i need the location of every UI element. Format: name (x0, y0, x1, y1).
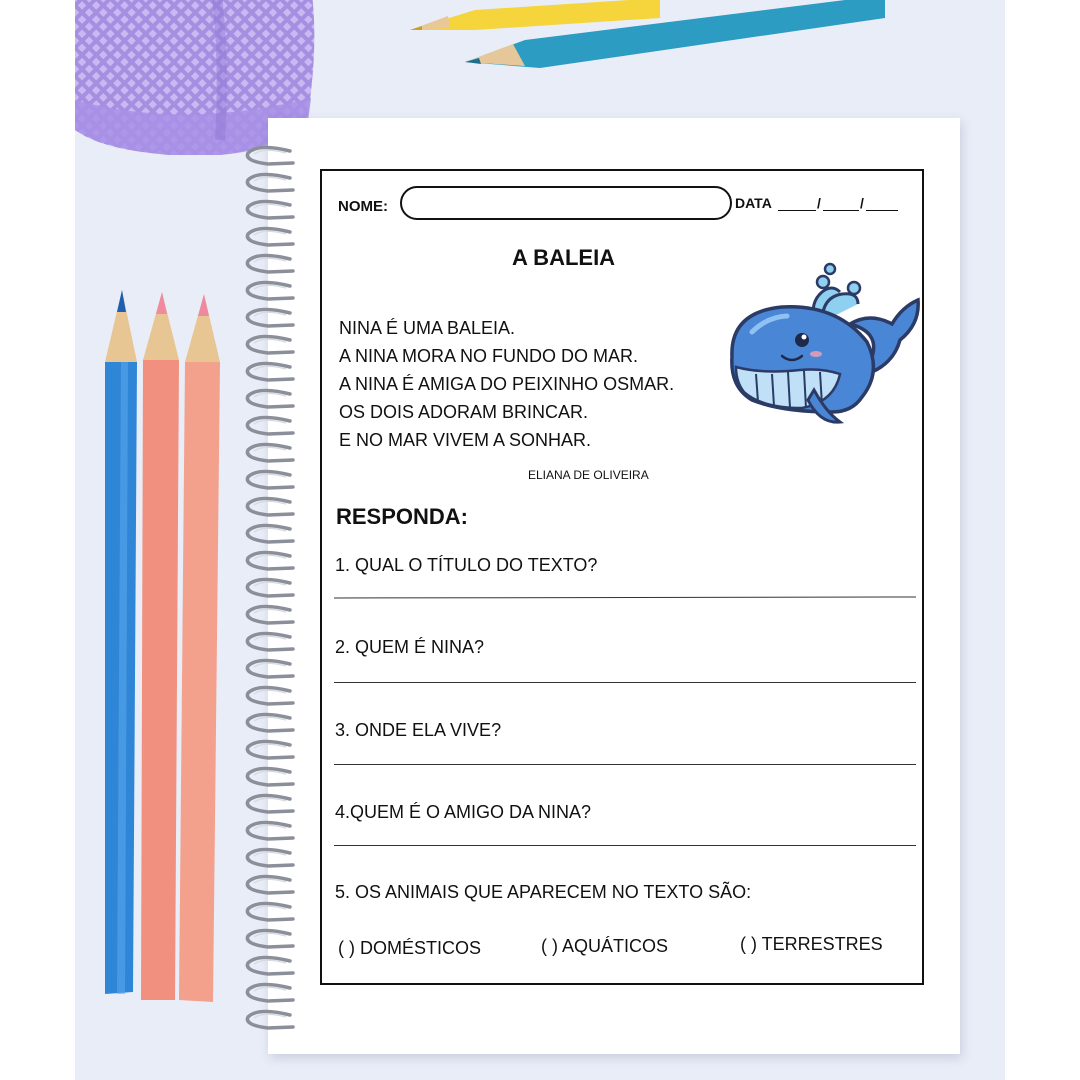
data-year-field[interactable] (866, 210, 898, 211)
answer-line-3[interactable] (334, 764, 916, 765)
teal-pencil-illustration (465, 0, 885, 75)
responda-heading: RESPONDA: (336, 504, 469, 529)
option-domesticos[interactable]: ( ) DOMÉSTICOS (338, 938, 481, 958)
question-1: 1. QUAL O TÍTULO DO TEXTO? (335, 555, 598, 575)
question-3: 3. ONDE ELA VIVE? (335, 720, 502, 740)
option-aquaticos[interactable]: ( ) AQUÁTICOS (541, 936, 669, 956)
nome-label: NOME: (338, 198, 388, 215)
question-2: 2. QUEM É NINA? (335, 637, 485, 657)
answer-line-4[interactable] (334, 845, 916, 846)
spiral-binding (238, 145, 303, 1040)
date-separator: / (817, 195, 821, 211)
option-terrestres[interactable]: ( ) TERRESTRES (740, 934, 883, 954)
date-separator: / (860, 195, 864, 211)
poem-line: E NO MAR VIVEM A SONHAR. (339, 430, 592, 450)
author-name: ELIANA DE OLIVEIRA (528, 468, 649, 482)
whale-illustration (722, 262, 922, 432)
poem-line: A NINA MORA NO FUNDO DO MAR. (339, 346, 639, 366)
text-title: A BALEIA (512, 245, 616, 270)
background-left-strip (0, 0, 75, 1080)
poem-line: NINA É UMA BALEIA. (339, 318, 516, 338)
data-label: DATA (735, 195, 772, 211)
answer-line-2[interactable] (334, 682, 916, 683)
nome-field[interactable] (400, 186, 732, 220)
colored-pencils-illustration (95, 282, 245, 1007)
poem-line: OS DOIS ADORAM BRINCAR. (339, 402, 589, 422)
data-day-field[interactable] (778, 210, 816, 211)
poem-text (339, 314, 674, 454)
data-month-field[interactable] (823, 210, 859, 211)
question-5: 5. OS ANIMAIS QUE APARECEM NO TEXTO SÃO: (335, 882, 752, 902)
background-right-strip (1005, 0, 1080, 1080)
question-4: 4.QUEM É O AMIGO DA NINA? (335, 802, 592, 822)
poem-line: A NINA É AMIGA DO PEIXINHO OSMAR. (339, 374, 675, 394)
